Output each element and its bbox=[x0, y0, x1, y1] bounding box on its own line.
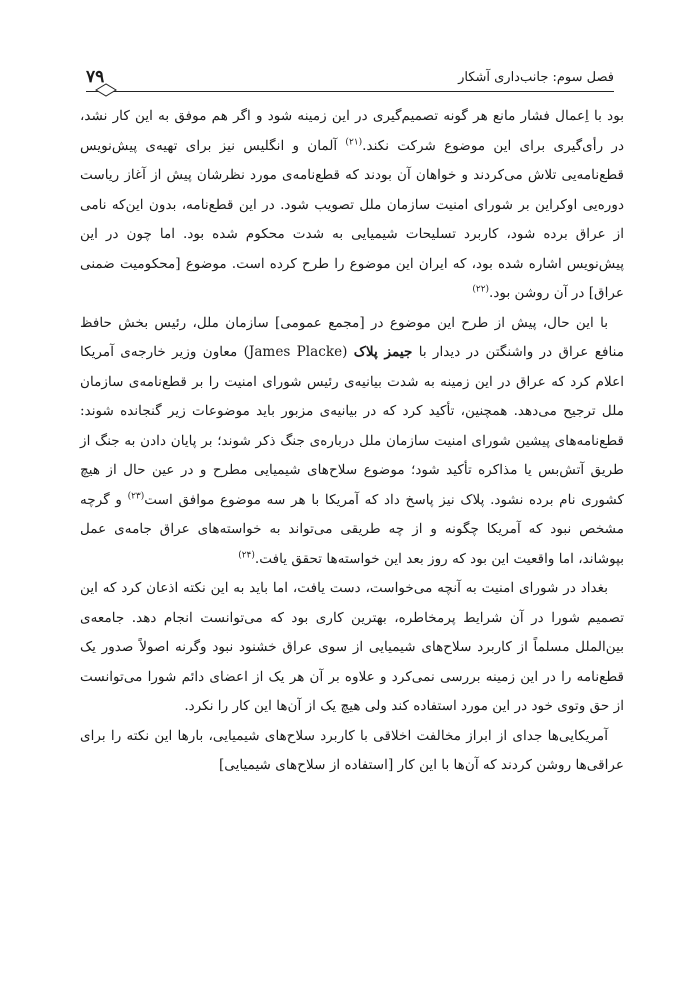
footnote-ref: (۲۴) bbox=[238, 549, 255, 560]
footnote-ref: (۲۲) bbox=[472, 284, 490, 295]
latin-name: (James Placke) bbox=[243, 344, 348, 360]
paragraph: بغداد در شورای امنیت به آنچه می‌خواست، دست یافت، اما باید به این نکته اذعان کرد که این تصمیم شورا در آن شرایط پرمخاطره، بهترین کاری بود که می‌توانست انجام دهد. جامعه‌ی بین‌الملل مسلماً از کاربرد سلاح‌های شیمیایی از سوی عراق خشنود نبود وگرنه اصولاً صدور یک قطع‌نامه را در این زمینه بررسی نمی‌کرد و علاوه بر آن هر یک از اعضای دائم شورا می‌توانست از حق وتوی خود در این مورد استفاده کند ولی هیچ یک از آن‌ها این کار را نکرد. bbox=[80, 580, 624, 714]
paragraph: بود با اِعمال فشار مانع هر گونه تصمیم‌گیری در این زمینه شود و اگر هم موفق به این کار نشد، در رأی‌گیری برای این موضوع شرکت نکند.$^{(۲۱)}$ آلمان و انگلیس نیز برای تهیه‌ی پیش‌نویس قطع‌نامه‌یی تلاش می‌کردند و خواهان آن بودند که قطع‌نامه‌ی مورد نظرشان پیش از آغاز ریاست دوره‌یی اوکراین بر شورای امنیت سازمان ملل تصویب شود. در این قطع‌نامه، بدون این‌که نامی از عراق برده شود، کاربرد تسلیحات شیمیایی به شدت محکوم شده بود. اما چون در این پیش‌نویس اشاره شده بود، که ایران این موضوع را طرح کرده است. موضوع [محکومیت ضمنی عراق] در آن روشن بود.$^{(۲۲)}$ bbox=[80, 108, 624, 301]
header-rule bbox=[86, 91, 614, 92]
paragraph: با این حال، پیش از طرح این موضوع در [مجمع عمومی] سازمان ملل، رئیس بخش حافظ منافع عراق در واشنگتن در دیدار با جیمز پلاک (James Placke) معاون وزیر خارجه‌ی آمریکا اعلام کرد که عراق در این زمینه به شدت بیانیه‌ی رئیس شورای امنیت را بر قطع‌نامه‌ی سازمان ملل ترجیح می‌دهد. همچنین، تأکید کرد که در بیانیه‌ی مزبور باید موضوعات زیر گنجانده شوند: قطع‌نامه‌های پیشین شورای امنیت سازمان ملل درباره‌ی جنگ ذکر شوند؛ بر پایان دادن به جنگ از طریق آتش‌بس یا مذاکره تأکید شود؛ موضوع سلاح‌های شیمیایی مطرح و در عین حال از هیچ کشوری نام برده نشود. پلاک نیز پاسخ داد که آمریکا با هر سه موضوع موافق است$^{(۲۳)}$ و گرچه مشخص نبود که آمریکا چگونه و از چه طریقی می‌تواند به خواسته‌های عراق جامه‌ی عمل بپوشاند، اما واقعیت این بود که روز بعد این خواسته‌ها تحقق یافت.$^{(۲۴)}$ bbox=[80, 314, 624, 567]
paragraph: آمریکایی‌ها جدای از ابراز مخالفت اخلاقی با کاربرد سلاح‌های شیمیایی، بارها این نکته را برای عراقی‌ها روشن کردند که آن‌ها با این کار [استفاده از سلاح‌های شیمیایی] bbox=[80, 727, 624, 773]
diamond-ornament-icon bbox=[95, 83, 117, 97]
page-header bbox=[86, 68, 614, 90]
page-number: ۷۹ bbox=[86, 67, 105, 87]
footnote-ref: (۲۱) bbox=[345, 136, 363, 147]
person-name: جیمز پلاک bbox=[353, 344, 413, 360]
footnote-ref: (۲۳) bbox=[127, 490, 145, 501]
running-title: فصل سوم: جانب‌داری آشکار bbox=[458, 70, 614, 85]
body-text bbox=[80, 102, 624, 781]
